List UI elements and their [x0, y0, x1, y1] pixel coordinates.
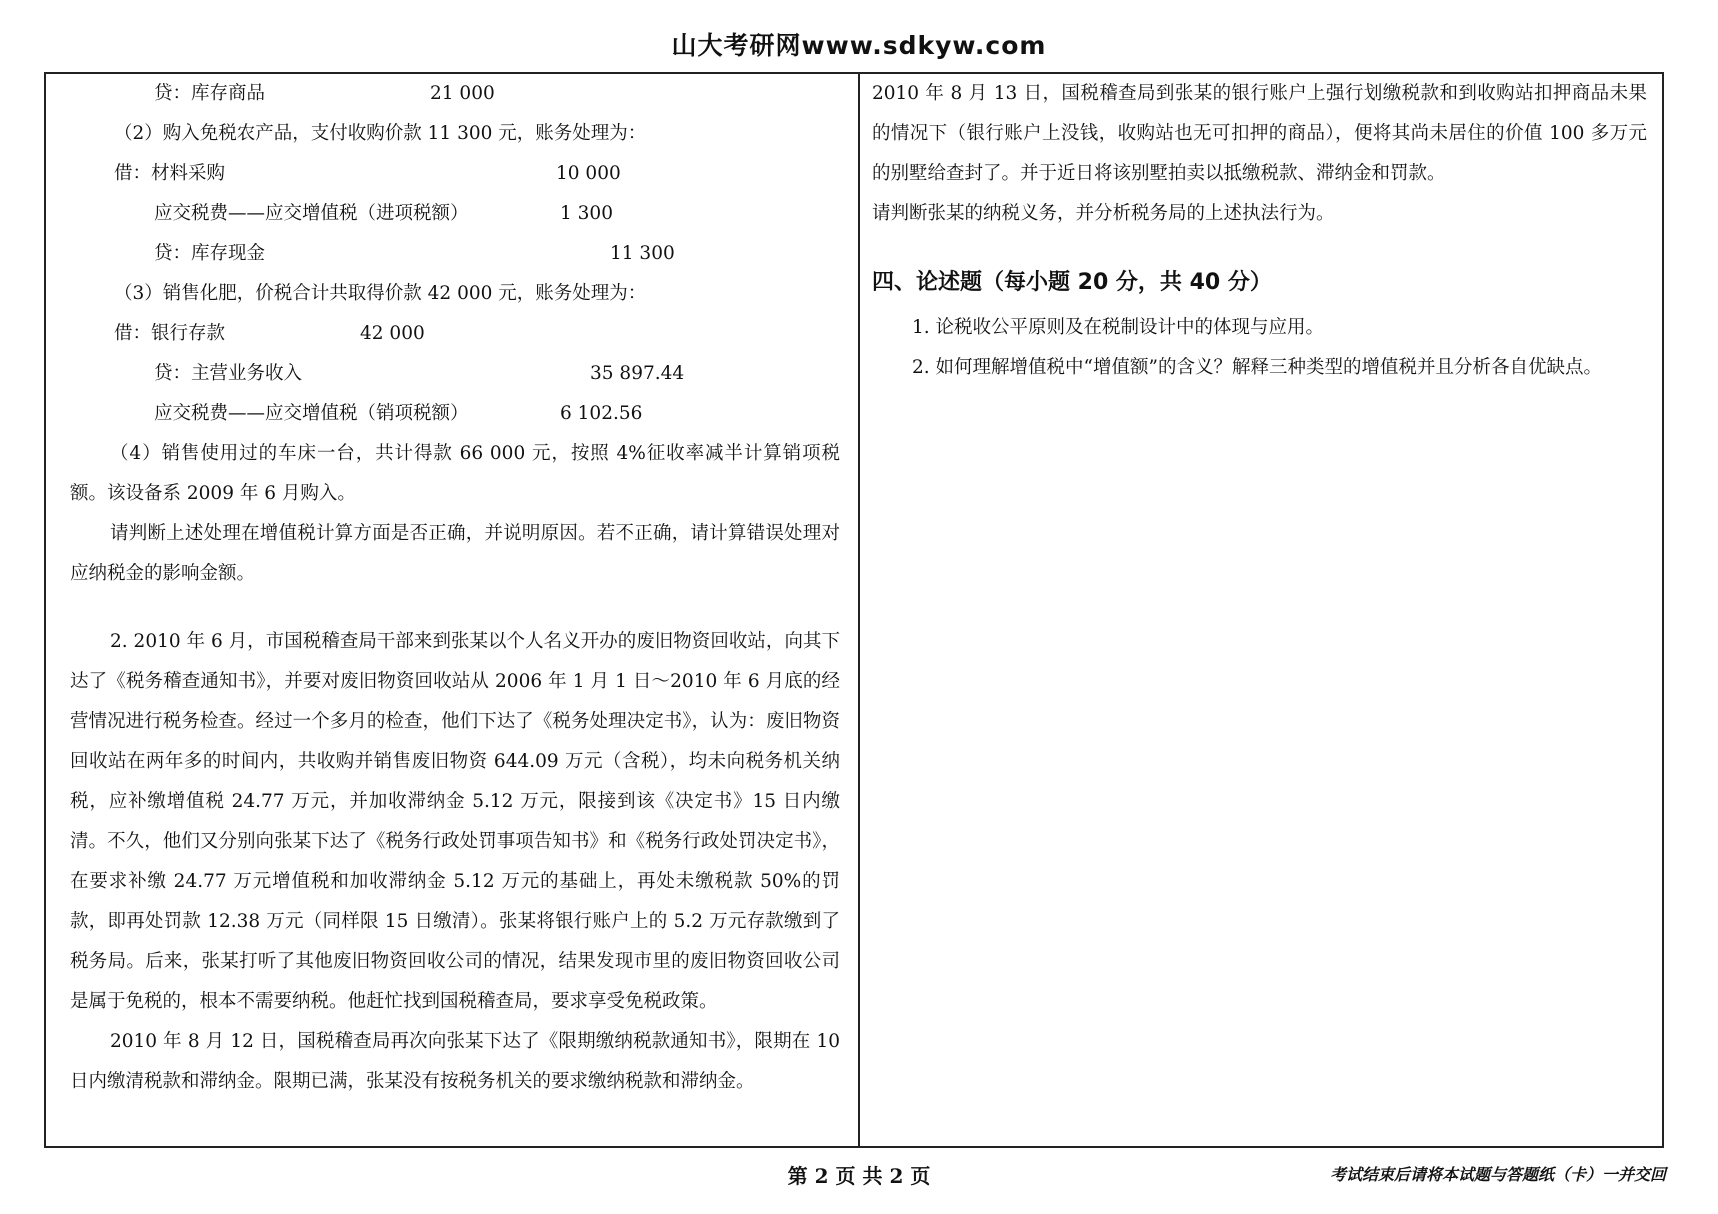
journal-line — [70, 154, 840, 194]
entry-amount: 35 897.44 — [590, 363, 685, 384]
entry-label: 借：材料采购 — [114, 163, 226, 184]
entry-amount: 11 300 — [610, 243, 675, 264]
right-column — [872, 74, 1647, 388]
item-2-intro: （2）购入免税农产品，支付收购价款 11 300 元，账务处理为： — [114, 123, 647, 144]
entry-label: 贷：库存商品 — [154, 83, 266, 104]
item-4-text: （4）销售使用过的车床一台，共计得款 66 000 元，按照 4%征收率减半计算销项税额。该设备系 2009 年 6 月购入。 — [70, 443, 840, 504]
journal-line — [70, 234, 840, 274]
case-2-paragraph-2: 2010 年 8 月 12 日，国税稽查局再次向张某下达了《限期缴纳税款通知书》，限期在 10 日内缴清税款和滞纳金。限期已满，张某没有按税务机关的要求缴纳税款和滞纳金。 — [70, 1031, 840, 1092]
entry-label: 应交税费——应交增值税（进项税额） — [154, 203, 469, 224]
journal-line — [70, 74, 840, 114]
journal-line — [70, 394, 840, 434]
entry-amount: 6 102.56 — [560, 403, 643, 424]
case-2-paragraph-3: 2010 年 8 月 13 日，国税稽查局到张某的银行账户上强行划缴税款和到收购站扣押商品未果的情况下（银行账户上没钱，收购站也无可扣押的商品），便将其尚未居住的价值 100 多万元的别墅给查封了。并于近日将该别墅拍卖以抵缴税款、滞纳金和罚款。 — [872, 83, 1647, 184]
item-3-intro: （3）销售化肥，价税合计共取得价款 42 000 元，账务处理为： — [114, 283, 647, 304]
entry-amount: 10 000 — [556, 163, 621, 184]
left-column — [70, 74, 840, 1102]
footer-note: 考试结束后请将本试题与答题纸（卡）一并交回 — [1329, 1165, 1666, 1184]
journal-line — [70, 194, 840, 234]
entry-label: 贷：主营业务收入 — [154, 363, 303, 384]
entry-label: 借：银行存款 — [114, 323, 226, 344]
question-1-text: 请判断上述处理在增值税计算方面是否正确，并说明原因。若不正确，请计算错误处理对应纳税金的影响金额。 — [70, 523, 840, 584]
journal-line — [70, 314, 840, 354]
column-divider — [858, 72, 860, 1148]
section-4-title: 四、论述题（每小题 20 分，共 40 分） — [872, 270, 1272, 295]
page-header-title: 山大考研网www.sdkyw.com — [671, 31, 1047, 60]
entry-amount: 1 300 — [560, 203, 613, 224]
entry-amount: 42 000 — [360, 323, 425, 344]
entry-amount: 21 000 — [430, 83, 495, 104]
page-number: 第 2 页 共 2 页 — [787, 1164, 931, 1188]
journal-line — [70, 354, 840, 394]
spacer — [70, 594, 840, 622]
case-2-question: 请判断张某的纳税义务，并分析税务局的上述执法行为。 — [872, 203, 1335, 224]
essay-question-1: 1. 论税收公平原则及在税制设计中的体现与应用。 — [912, 317, 1325, 338]
case-2-paragraph-1: 2. 2010 年 6 月，市国税稽查局干部来到张某以个人名义开办的废旧物资回收站，向其下达了《税务稽查通知书》，并要对废旧物资回收站从 2006 年 1 月 1 日～2010 年 6 月底的经营情况进行税务检查。经过一个多月的检查，他们下达了《税务处理决定书》，认为：废旧物资回收站在两年多的时间内，共收购并销售废旧物资 644.09 万元（含税），均未向税务机关纳税，应补缴增值税 24.77 万元，并加收滞纳金 5.12 万元，限接到该《决定书》15 日内缴清。不久，他们又分别向张某下达了《税务行政处罚事项告知书》和《税务行政处罚决定书》，在要求补缴 24.77 万元增值税和加收滞纳金 5.12 万元的基础上，再处未缴税款 50%的罚款，即再处罚款 12.38 万元（同样限 15 日缴清）。张某将银行账户上的 5.2 万元存款缴到了税务局。后来，张某打听了其他废旧物资回收公司的情况，结果发现市里的废旧物资回收公司是属于免税的，根本不需要纳税。他赶忙找到国税稽查局，要求享受免税政策。 — [70, 631, 840, 1012]
essay-question-2: 2. 如何理解增值税中“增值额”的含义？解释三种类型的增值税并且分析各自优缺点。 — [912, 357, 1602, 378]
entry-label: 贷：库存现金 — [154, 243, 266, 264]
entry-label: 应交税费——应交增值税（销项税额） — [154, 403, 469, 424]
